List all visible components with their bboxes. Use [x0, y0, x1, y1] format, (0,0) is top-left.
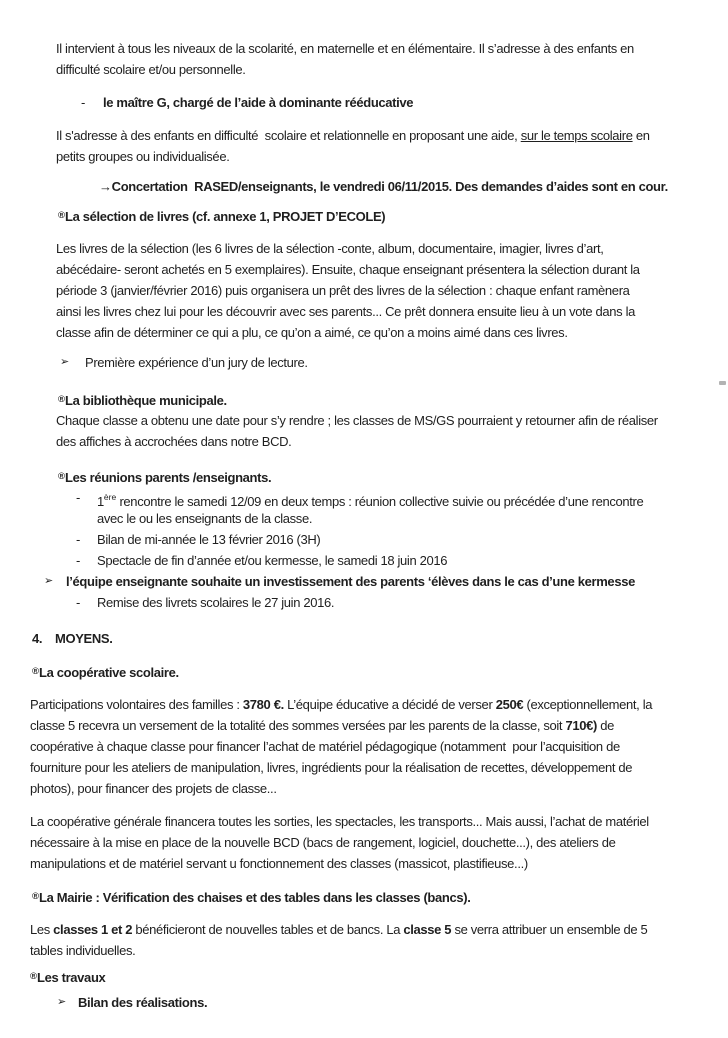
text-segment: petits groupes ou individualisée. [56, 149, 230, 164]
text-segment: des affiches à accrochées dans notre BCD. [56, 434, 292, 449]
para-aide-temps-scolaire [56, 125, 728, 167]
text-line [56, 322, 728, 343]
text-segment: Les [30, 922, 54, 937]
dash-bullet: - [81, 95, 85, 110]
text-line [58, 389, 728, 410]
para-livres-selection [56, 238, 728, 343]
heading-moyens [32, 628, 728, 649]
list-item-remise-livrets [76, 592, 728, 613]
text-segment: Les réunions parents /enseignants. [65, 470, 272, 485]
text-segment: photos), pour financer des projets de classe... [30, 781, 277, 796]
text-line [30, 940, 728, 961]
text-segment: classes 1 et 2 [53, 922, 133, 937]
text-line [55, 628, 728, 649]
heading-selection-livres [58, 205, 728, 226]
circle-bullet-icon: ® [32, 666, 39, 677]
dash-bullet: - [76, 490, 80, 505]
text-segment: de [596, 718, 614, 733]
text-line [30, 966, 728, 987]
text-line [97, 529, 728, 550]
text-line [97, 592, 728, 613]
para-participations [30, 694, 728, 799]
text-segment: Les travaux [37, 970, 106, 985]
right-arrow-icon: → [99, 179, 112, 194]
text-segment: fourniture pour les ateliers de manipulation, livres, ingrédients pour la réalisation de recettes, développement de [30, 760, 633, 775]
text-segment: Concertation RASED/enseignants, le vendredi 06/11/2015. Des demandes d’aides sont en cour. [111, 179, 668, 194]
text-line [30, 919, 728, 940]
scan-artifact-tick [719, 381, 726, 385]
text-line [32, 661, 728, 682]
text-line [97, 508, 728, 529]
text-line [58, 466, 728, 487]
text-segment: Les livres de la sélection (les 6 livres de la sélection -conte, album, documentaire, imagier, livres d’art, [56, 241, 604, 256]
text-segment: période 3 (janvier/février 2016) puis organisera un prêt des livres de la sélection : chaque enfant ramènera [56, 283, 630, 298]
text-line [30, 715, 728, 736]
text-line [30, 832, 728, 853]
text-segment: L’équipe éducative a décidé de verser [283, 697, 496, 712]
text-line [97, 487, 728, 508]
text-line [30, 757, 728, 778]
text-line [30, 811, 728, 832]
list-item-bilan-mi-annee [76, 529, 728, 550]
list-item-premiere-rencontre [76, 487, 728, 529]
text-line [56, 125, 728, 146]
text-segment: Première expérience d’un jury de lecture. [85, 355, 308, 370]
text-line [30, 736, 728, 757]
chevron-arrow-icon: ➢ [44, 575, 53, 587]
text-line [56, 59, 728, 80]
text-segment: Participations volontaires des familles : [30, 697, 243, 712]
text-line [30, 694, 728, 715]
text-segment: ainsi les livres chez lui pour les découvrir avec ses parents... Ce prêt donnera ensuite lieu à un vote dans la [56, 304, 635, 319]
text-segment: le maître G, chargé de l’aide à dominante rééducative [103, 95, 414, 110]
text-segment: rencontre le samedi 12/09 en deux temps : réunion collective suivie ou précédée d’une rencontre [116, 494, 644, 509]
text-line [56, 238, 728, 259]
dash-bullet: - [76, 532, 80, 547]
dash-bullet: - [76, 595, 80, 610]
text-segment: La coopérative générale financera toutes les sorties, les spectacles, les transports... Mais aussi, l’achat de matériel [30, 814, 649, 829]
heading-mairie [32, 886, 728, 907]
text-segment: MOYENS. [55, 631, 113, 646]
circle-bullet-icon: ® [58, 471, 65, 482]
text-segment: Remise des livrets scolaires le 27 juin 2016. [97, 595, 335, 610]
circle-bullet-icon: ® [58, 210, 65, 221]
text-segment: classe 5 recevra un versement de la totalité des sommes versées par les parents de la classe, soit [30, 718, 566, 733]
text-segment: nécessaire à la mise en place de la nouvelle BCD (bacs de rangement, logiciel, douchette...), des ateliers de [30, 835, 616, 850]
text-line [56, 280, 728, 301]
text-line [85, 352, 728, 373]
text-segment: La bibliothèque municipale. [65, 393, 227, 408]
text-line [30, 778, 728, 799]
line-concertation-rased [99, 176, 728, 197]
text-segment: La coopérative scolaire. [39, 665, 179, 680]
text-segment: 250€ [495, 697, 524, 712]
text-line [103, 92, 728, 113]
text-segment: La sélection de livres (cf. annexe 1, PROJET D’ECOLE) [65, 209, 386, 224]
text-line [56, 431, 728, 452]
text-line [58, 205, 728, 226]
text-segment: se verra attribuer un ensemble de 5 [451, 922, 648, 937]
text-line [99, 176, 728, 197]
text-segment: Bilan de mi-année le 13 février 2016 (3H) [97, 532, 321, 547]
text-segment: coopérative à chaque classe pour financer l’achat de matériel pédagogique (notamment pour l’acquisition de [30, 739, 620, 754]
text-segment: (exceptionnellement, la [523, 697, 653, 712]
heading-cooperative-scolaire [32, 661, 728, 682]
text-line [32, 886, 728, 907]
heading-travaux [30, 966, 728, 987]
list-item-bilan-realisations [57, 992, 728, 1013]
text-line [56, 301, 728, 322]
text-line [97, 550, 728, 571]
circle-bullet-icon: ® [58, 394, 65, 405]
text-segment: Spectacle de fin d’année et/ou kermesse, le samedi 18 juin 2016 [97, 553, 448, 568]
text-segment: Il intervient à tous les niveaux de la scolarité, en maternelle et en élémentaire. Il s’adresse à des enfants en [56, 41, 634, 56]
text-segment: avec le ou les enseignants de la classe. [97, 511, 313, 526]
list-item-equipe-kermesse [44, 571, 728, 592]
circle-bullet-icon: ® [32, 891, 39, 902]
text-segment: classe afin de déterminer ce qui a plu, ce qu’on a aimé, ce qu’on a moins aimé dans ces livres. [56, 325, 568, 340]
text-segment: manipulations et de matériel servant u fonctionnement des classes (massicot, plastifieuse...) [30, 856, 528, 871]
text-segment: l’équipe enseignante souhaite un investissement des parents ‘élèves dans le cas d’une kermesse [66, 574, 635, 589]
text-line [66, 571, 728, 592]
para-classes-tables [30, 919, 728, 961]
text-segment: classe 5 [403, 922, 452, 937]
text-segment: 710€) [565, 718, 597, 733]
heading-bibliotheque [58, 389, 728, 410]
para-bibliotheque [56, 410, 728, 452]
text-line [78, 992, 728, 1013]
text-segment: sur le temps scolaire [520, 128, 633, 143]
heading-reunions-parents [58, 466, 728, 487]
para-cooperative-generale [30, 811, 728, 874]
text-line [56, 259, 728, 280]
text-line [30, 853, 728, 874]
text-segment: bénéficieront de nouvelles tables et de bancs. La [132, 922, 404, 937]
text-segment: Chaque classe a obtenu une date pour s’y rendre ; les classes de MS/GS pourraient y retourner afin de réaliser [56, 413, 658, 428]
text-segment: ère [103, 492, 117, 502]
para-rased-intro [56, 38, 728, 80]
text-line [56, 410, 728, 431]
text-segment: difficulté scolaire et/ou personnelle. [56, 62, 246, 77]
text-segment: en [632, 128, 650, 143]
text-segment: La Mairie : Vérification des chaises et des tables dans les classes (bancs). [39, 890, 471, 905]
number-bullet: 4. [32, 631, 43, 646]
text-line [56, 146, 728, 167]
text-segment: 3780 €. [242, 697, 284, 712]
text-line [56, 38, 728, 59]
list-item-spectacle [76, 550, 728, 571]
text-segment: tables individuelles. [30, 943, 136, 958]
text-segment: 1 [97, 494, 104, 509]
chevron-arrow-icon: ➢ [60, 356, 69, 368]
circle-bullet-icon: ® [30, 971, 37, 982]
chevron-arrow-icon: ➢ [57, 996, 66, 1008]
list-item-maitre-g [81, 92, 728, 113]
list-item-jury-lecture [60, 352, 728, 373]
text-segment: abécédaire- seront achetés en 5 exemplaires). Ensuite, chaque enseignant présentera la sélection durant la [56, 262, 640, 277]
text-segment: Bilan des réalisations. [78, 995, 208, 1010]
text-segment: Il s'adresse à des enfants en difficulté scolaire et relationnelle en proposant une aide, [56, 128, 521, 143]
dash-bullet: - [76, 553, 80, 568]
